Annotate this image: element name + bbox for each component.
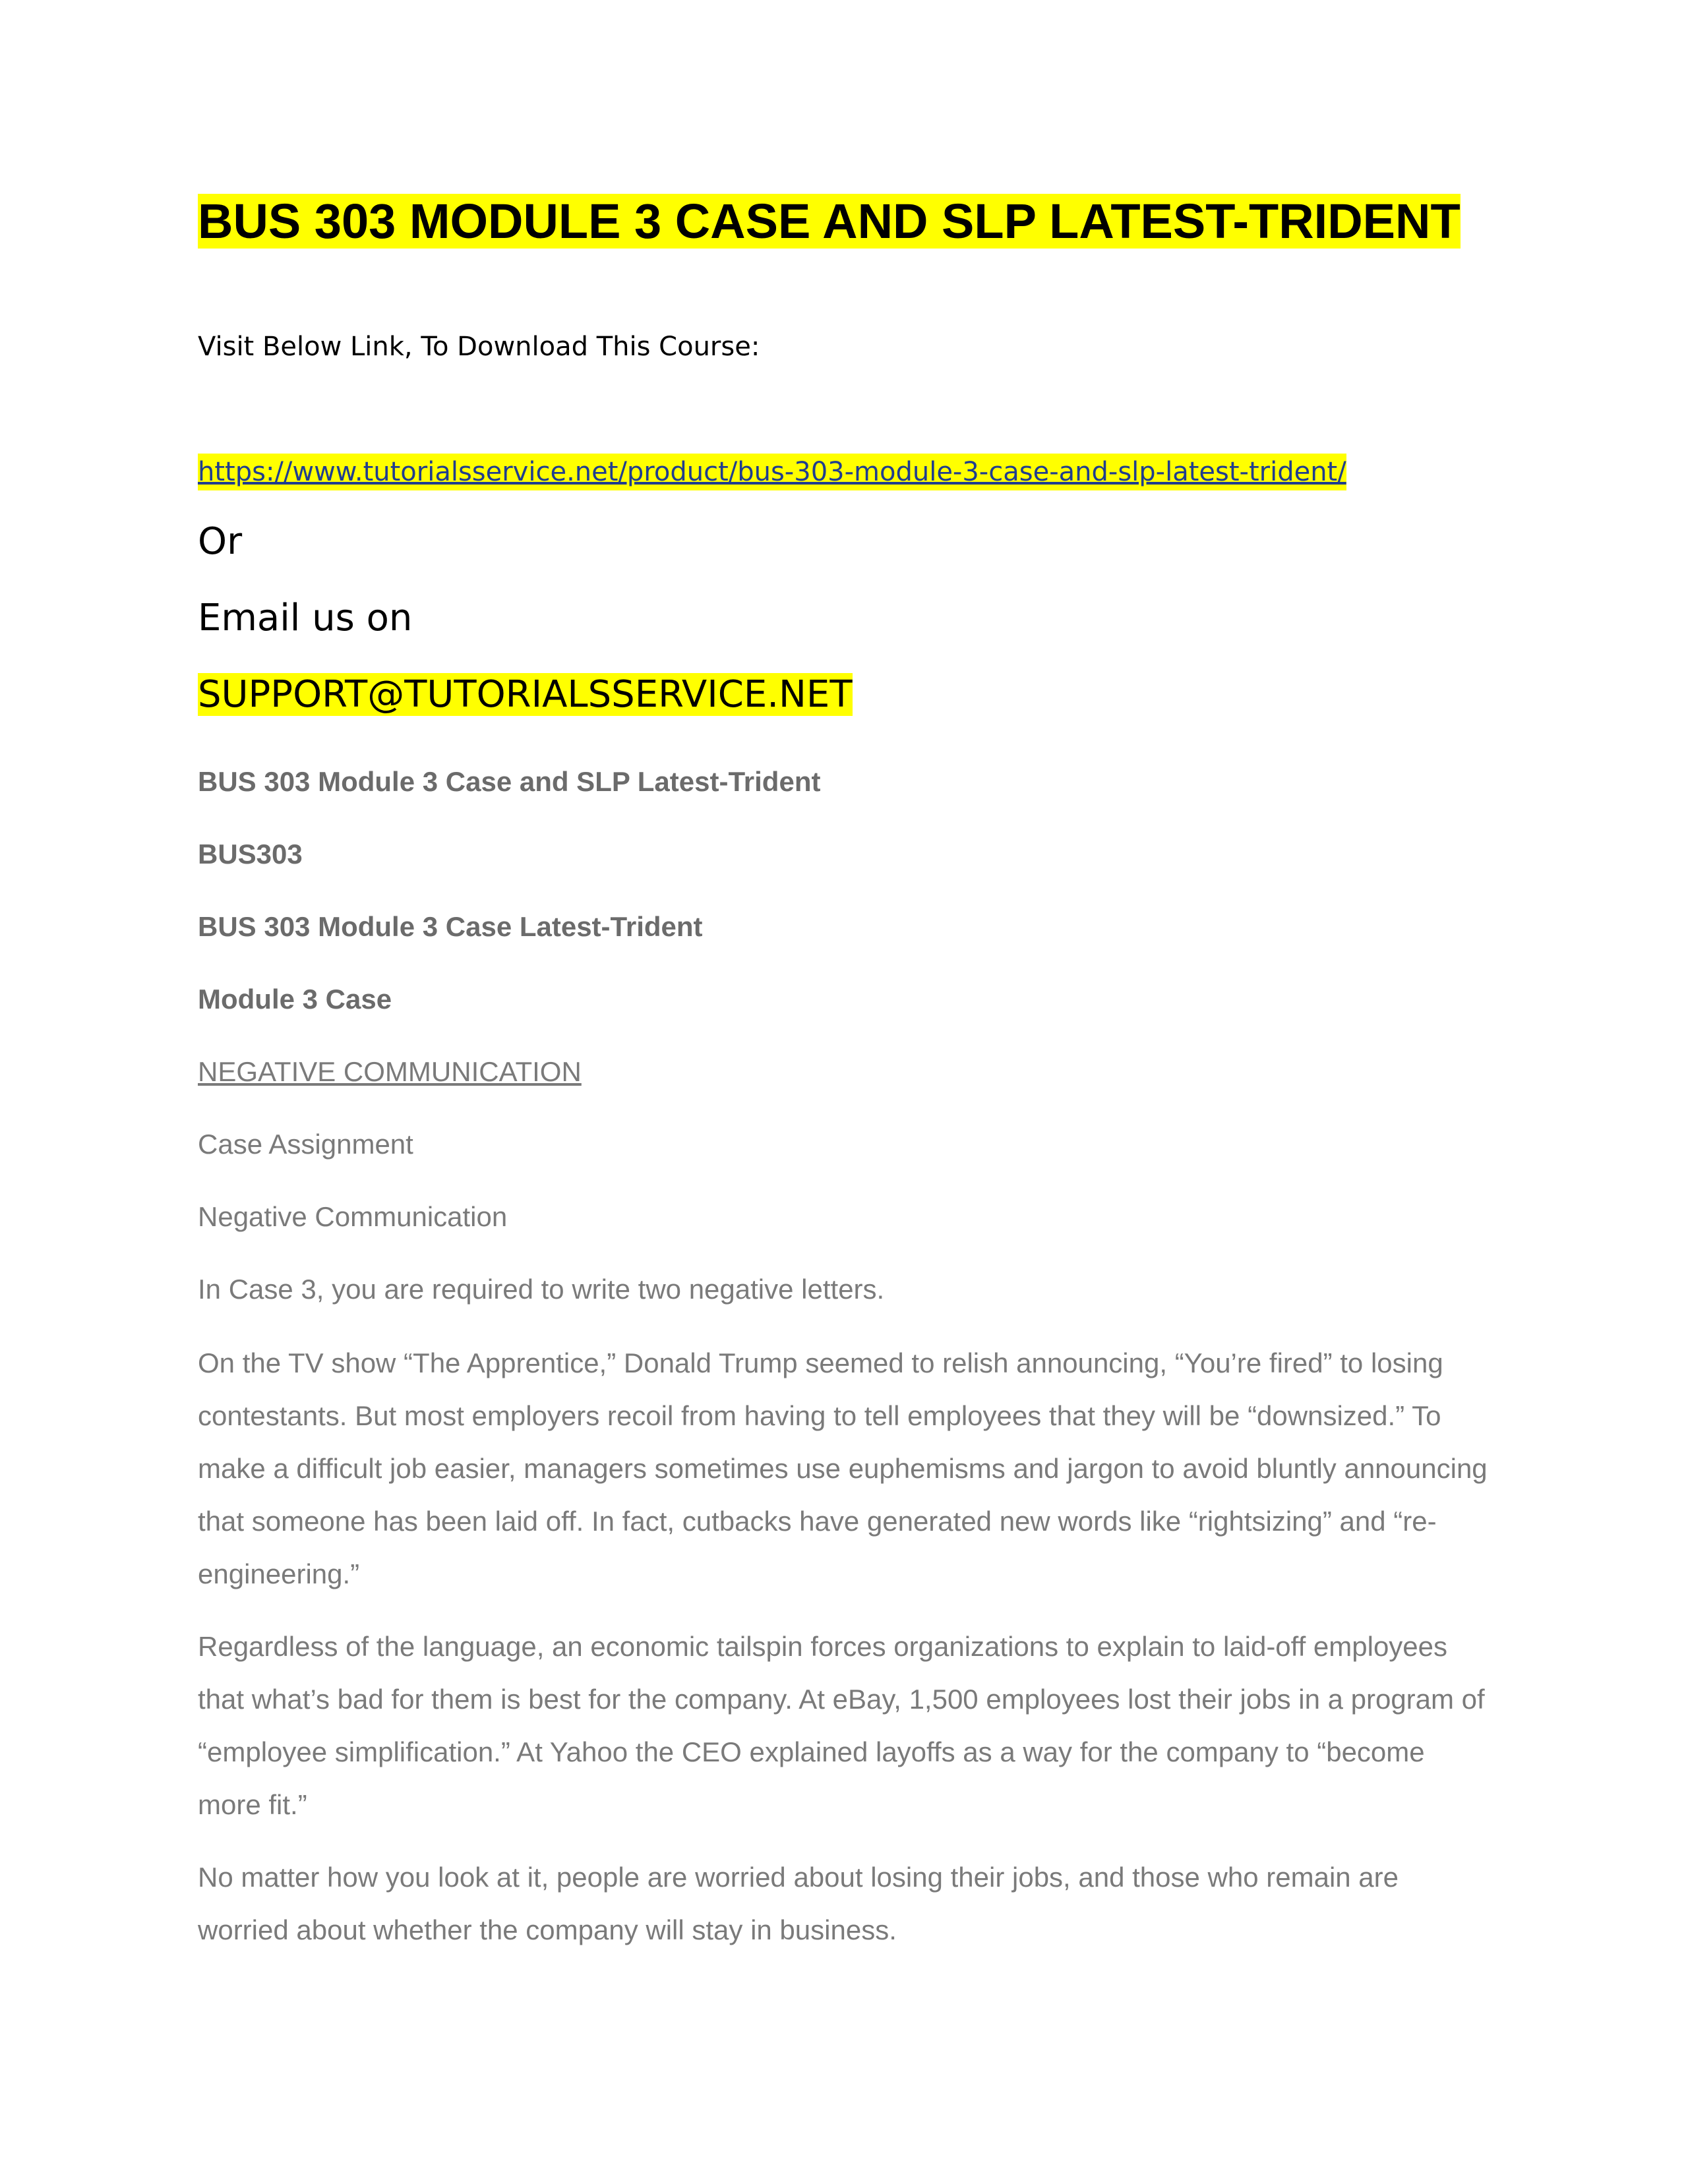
support-email-address: SUPPORT@TUTORIALSSERVICE.NET bbox=[198, 673, 853, 716]
heading-course-title: BUS 303 Module 3 Case and SLP Latest-Trident bbox=[198, 766, 821, 797]
heading-course-code: BUS303 bbox=[198, 839, 303, 870]
support-email bbox=[198, 671, 853, 719]
document-title bbox=[198, 191, 1461, 252]
paragraph-apprentice: On the TV show “The Apprentice,” Donald Trump seemed to relish announcing, “You’re fired” to losing contestants. But most employers recoil from having to tell employees that they will be “downsized.” To make a difficult job easier, managers sometimes use euphemisms and jargon to avoid bluntly announcing that someone has been laid off. In fact, cutbacks have generated new words like “rightsizing” and “re-engineering.” bbox=[198, 1347, 1488, 1589]
paragraph-economic-tailspin: Regardless of the language, an economic tailspin forces organizations to explain to laid-off employees that what’s bad for them is best for the company. At eBay, 1,500 employees lost their jobs in a program of “employee simplification.” At Yahoo the CEO explained layoffs as a way for the company to “become more fit.” bbox=[198, 1631, 1485, 1820]
intro-sentence: In Case 3, you are required to write two negative letters. bbox=[198, 1274, 885, 1305]
visit-link-text: Visit Below Link, To Download This Course: bbox=[198, 332, 760, 362]
section-title: NEGATIVE COMMUNICATION bbox=[198, 1056, 582, 1087]
heading-module-case: Module 3 Case bbox=[198, 984, 392, 1015]
paragraph-job-worries: No matter how you look at it, people are worried about losing their jobs, and those who remain are worried about whether the company will stay in business. bbox=[198, 1862, 1399, 1945]
title-highlight: BUS 303 MODULE 3 CASE AND SLP LATEST-TRIDENT bbox=[198, 194, 1461, 249]
course-download-link[interactable]: https://www.tutorialsservice.net/product/bus-303-module-3-case-and-slp-latest-trident/ bbox=[198, 454, 1346, 490]
email-label: Email us on bbox=[198, 597, 413, 639]
or-text: Or bbox=[198, 520, 243, 563]
case-assignment-label: Case Assignment bbox=[198, 1129, 413, 1160]
heading-case-title: BUS 303 Module 3 Case Latest-Trident bbox=[198, 911, 703, 942]
negative-communication-label: Negative Communication bbox=[198, 1201, 508, 1232]
